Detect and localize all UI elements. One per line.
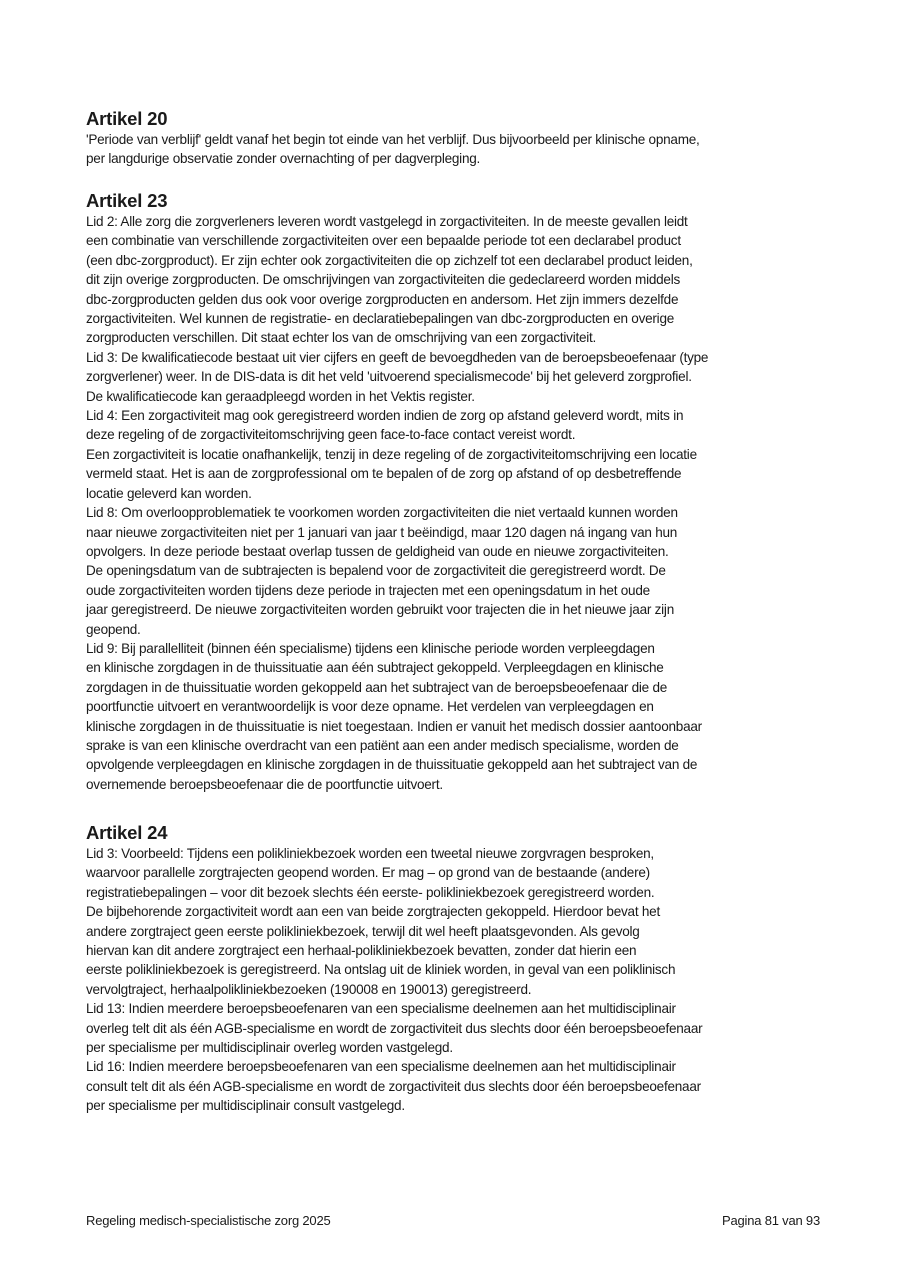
text-line: Lid 3: De kwalificatiecode bestaat uit vier cijfers en geeft de bevoegdheden van de beroepsbeoefenaar (type — [86, 349, 709, 365]
text-line: locatie geleverd kan worden. — [86, 485, 252, 501]
text-line: oude zorgactiviteiten worden tijdens deze periode in trajecten met een openingsdatum in het oude — [86, 582, 650, 598]
text-line: Lid 9: Bij parallelliteit (binnen één specialisme) tijdens een klinische periode worden verpleegdagen — [86, 640, 655, 656]
text-line: 'Periode van verblijf' geldt vanaf het begin tot einde van het verblijf. Dus bijvoorbeeld per klinische opname, — [86, 132, 700, 147]
text-line: De kwalificatiecode kan geraadpleegd worden in het Vektis register. — [86, 388, 475, 404]
text-line: per langdurige observatie zonder overnachting of per dagverpleging. — [86, 151, 481, 167]
text-line: Lid 13: Indien meerdere beroepsbeoefenaren van een specialisme deelnemen aan het multidisciplinair — [86, 1001, 676, 1017]
text-line: zorgactiviteiten. Wel kunnen de registratie- en declaratiebepalingen van dbc-zorgproducten en overige — [86, 311, 675, 327]
text-line: Lid 8: Om overloopproblematiek te voorkomen worden zorgactiviteiten die niet vertaald kunnen worden — [86, 505, 678, 521]
article-body — [86, 844, 826, 1116]
text-line: opvolgers. In deze periode bestaat overlap tussen de geldigheid van oude en nieuwe zorgactiviteiten. — [86, 543, 669, 559]
text-line: andere zorgtraject geen eerste polikliniekbezoek, terwijl dit wel heeft plaatsgevonden. Als gevolg — [86, 923, 640, 939]
text-line: en klinische zorgdagen in de thuissituatie aan één subtraject gekoppeld. Verpleegdagen en klinische — [86, 660, 664, 676]
text-line: overleg telt dit als één AGB-specialisme en wordt de zorgactiviteit dus slechts door één beroepsbeoefenaar — [86, 1020, 703, 1036]
text-line: zorgdagen in de thuissituatie worden gekoppeld aan het subtraject van de beroepsbeoefenaar die de — [86, 679, 668, 695]
text-line: zorgverlener) weer. In de DIS-data is dit het veld 'uitvoerend specialismecode' bij het geleverd zorgprofiel. — [86, 369, 692, 385]
text-line: per specialisme per multidisciplinair consult vastgelegd. — [86, 1098, 405, 1114]
text-line: Lid 3: Voorbeeld: Tijdens een polikliniekbezoek worden een tweetal nieuwe zorgvragen besproken, — [86, 846, 654, 861]
text-line: eerste polikliniekbezoek is geregistreerd. Na ontslag uit de kliniek worden, in geval van een poliklinisch — [86, 962, 676, 978]
text-line: hiervan kan dit andere zorgtraject een herhaal-polikliniekbezoek bevatten, zonder dat hierin een — [86, 943, 637, 959]
text-line: waarvoor parallelle zorgtrajecten geopend worden. Er mag – op grond van de bestaande (andere) — [86, 865, 650, 881]
text-line: De openingsdatum van de subtrajecten is bepalend voor de zorgactiviteit die geregistreerd wordt. De — [86, 563, 666, 579]
footer-document-title: Regeling medisch-specialistische zorg 2025 — [86, 1213, 331, 1228]
text-line: opvolgende verpleegdagen en klinische zorgdagen in de thuissituatie gekoppeld aan het subtraject van de — [86, 757, 698, 773]
text-line: Een zorgactiviteit is locatie onafhankelijk, tenzij in deze regeling of de zorgactiviteitomschrijving een locatie — [86, 446, 697, 462]
text-line: Lid 16: Indien meerdere beroepsbeoefenaren van een specialisme deelnemen aan het multidisciplinair — [86, 1059, 676, 1075]
text-line: sprake is van een klinische overdracht van een patiënt aan een ander medisch specialisme, worden de — [86, 737, 679, 753]
text-line: zorgproducten verschillen. Dit staat echter los van de omschrijving van een zorgactiviteit. — [86, 330, 597, 346]
text-line: Lid 2: Alle zorg die zorgverleners leveren wordt vastgelegd in zorgactiviteiten. In de meeste gevallen leidt — [86, 214, 688, 229]
text-line: deze regeling of de zorgactiviteitomschrijving geen face-to-face contact vereist wordt. — [86, 427, 576, 443]
text-line: poortfunctie uitvoert en verantwoordelijk is voor deze opname. Het verdelen van verpleegdagen en — [86, 699, 654, 715]
text-line: dbc-zorgproducten gelden dus ook voor overige zorgproducten en andersom. Het zijn immers dezelfde — [86, 291, 679, 307]
text-line: dit zijn overige zorgproducten. De omschrijvingen van zorgactiviteiten die gedeclareerd worden middels — [86, 272, 681, 288]
text-line: klinische zorgdagen in de thuissituatie is niet toegestaan. Indien er vanuit het medisch dossier aantoonbaar — [86, 718, 702, 734]
text-line: geopend. — [86, 621, 141, 637]
text-line: consult telt dit als één AGB-specialisme en wordt de zorgactiviteit dus slechts door één beroepsbeoefenaar — [86, 1078, 701, 1094]
text-line: jaar geregistreerd. De nieuwe zorgactiviteiten worden gebruikt voor trajecten die in het nieuwe jaar zijn — [86, 602, 674, 618]
text-line: een combinatie van verschillende zorgactiviteiten over een bepaalde periode tot een declarabel product — [86, 233, 681, 249]
article-heading: Artikel 23 — [86, 190, 168, 211]
article-body — [86, 130, 826, 169]
text-line: vervolgtraject, herhaalpolikliniekbezoeken (190008 en 190013) geregistreerd. — [86, 981, 532, 997]
text-line: registratiebepalingen – voor dit bezoek slechts één eerste- polikliniekbezoek geregistreerd worden. — [86, 884, 655, 900]
text-line: per specialisme per multidisciplinair overleg worden vastgelegd. — [86, 1040, 453, 1056]
text-line: overnemende beroepsbeoefenaar die de poortfunctie uitvoert. — [86, 776, 443, 792]
text-line: Lid 4: Een zorgactiviteit mag ook geregistreerd worden indien de zorg op afstand geleverd wordt, mits in — [86, 408, 684, 424]
text-line: De bijbehorende zorgactiviteit wordt aan een van beide zorgtrajecten gekoppeld. Hierdoor bevat het — [86, 904, 660, 920]
text-line: vermeld staat. Het is aan de zorgprofessional om te bepalen of de zorg op afstand of op desbetreffende — [86, 466, 682, 482]
article-heading: Artikel 24 — [86, 822, 168, 843]
article-23 — [86, 190, 826, 794]
article-24 — [86, 822, 826, 1116]
text-line: (een dbc-zorgproduct). Er zijn echter ook zorgactiviteiten die op zichzelf tot een declarabel product leiden, — [86, 252, 693, 268]
article-20 — [86, 108, 826, 169]
article-body — [86, 212, 826, 794]
footer-page-number: Pagina 81 van 93 — [722, 1213, 820, 1228]
article-heading: Artikel 20 — [86, 108, 168, 129]
text-line: naar nieuwe zorgactiviteiten niet per 1 januari van jaar t beëindigd, maar 120 dagen ná ingang van hun — [86, 524, 678, 540]
